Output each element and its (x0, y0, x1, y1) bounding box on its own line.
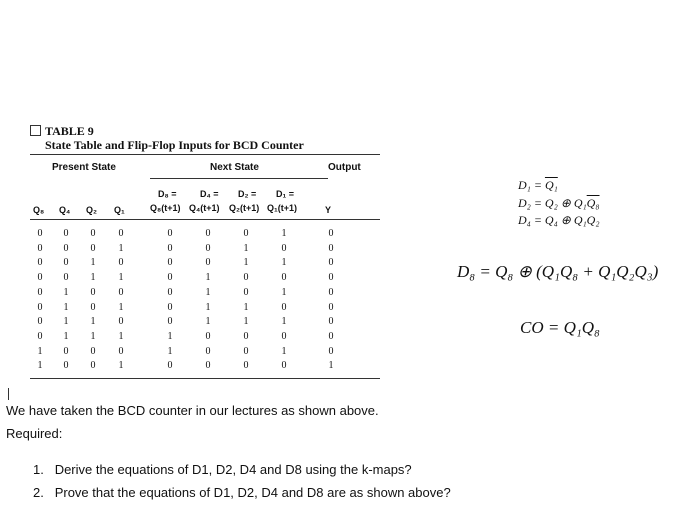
next-cell: 1 (281, 286, 287, 298)
next-cell: 1 (281, 316, 287, 328)
present-cell: 1 (90, 257, 96, 269)
output-cell: 0 (328, 272, 334, 284)
next-cell: 0 (243, 345, 249, 357)
q2-header: Q₂ (86, 205, 97, 215)
d2-rhs: Q₈ (586, 196, 600, 210)
next-state-header: Next State (210, 162, 259, 173)
next-cell: 0 (167, 242, 173, 254)
present-cell: 0 (37, 228, 43, 239)
present-cell: 0 (90, 242, 96, 254)
next-cell: 0 (281, 330, 287, 342)
present-cell: 1 (90, 272, 96, 284)
q8-header: Q₈ (33, 205, 45, 215)
d2-header-bottom: Q₂(t+1) (229, 203, 260, 213)
checkbox-square-icon (30, 125, 41, 136)
output-cell: 0 (328, 316, 334, 328)
d4-header-bottom: Q₄(t+1) (189, 203, 220, 213)
present-cell: 0 (63, 257, 69, 269)
present-cell: 1 (118, 301, 124, 313)
present-cell: 0 (63, 272, 69, 284)
next-cell: 0 (243, 228, 249, 239)
present-state-header: Present State (52, 162, 116, 173)
next-cell: 0 (243, 286, 249, 298)
co-equation: CO = Q₁Q₈ (520, 318, 600, 337)
present-cell: 0 (37, 242, 43, 254)
question-2 (33, 485, 451, 500)
present-cell: 0 (37, 257, 43, 269)
y-header: Y (325, 205, 332, 215)
d4-equation: D₄ = Q₄ ⊕ Q₁Q₂ (518, 213, 600, 227)
d2-lhs: D₂ = Q₂ ⊕ Q₁ (518, 196, 587, 210)
present-cell: 1 (118, 360, 124, 372)
next-cell: 1 (243, 242, 249, 254)
d8-equation: D₈ = Q₈ ⊕ (Q₁Q₈ + Q₁Q₂Q₃) (457, 262, 659, 281)
next-cell: 1 (243, 257, 249, 269)
q4-header: Q₄ (59, 205, 71, 215)
next-cell: 0 (281, 301, 287, 313)
present-cell: 0 (37, 272, 43, 284)
output-cell: 1 (328, 360, 334, 372)
next-cell: 0 (281, 242, 287, 254)
next-state-rule (150, 178, 328, 179)
next-cell: 1 (281, 345, 287, 357)
q1-header: Q₁ (114, 205, 125, 215)
next-cell: 0 (167, 316, 173, 328)
next-cell: 0 (205, 228, 211, 239)
present-cell: 0 (37, 330, 43, 342)
table-rule-bottom (30, 378, 380, 379)
next-cell: 0 (167, 272, 173, 284)
next-cell: 0 (243, 360, 249, 372)
next-cell: 0 (167, 301, 173, 313)
next-cell: 0 (205, 345, 211, 357)
present-cell: 0 (118, 257, 124, 269)
intro-text: We have taken the BCD counter in our lectures as shown above. (6, 403, 379, 418)
next-cell: 0 (167, 286, 173, 298)
next-cell: 1 (205, 301, 211, 313)
present-cell: 0 (37, 286, 43, 298)
next-cell: 0 (243, 330, 249, 342)
d8-header-bottom: Q₈(t+1) (150, 203, 181, 213)
present-cell: 0 (90, 345, 96, 357)
question-2-text: Prove that the equations of D1, D2, D4 and D8 are as shown above? (54, 485, 451, 500)
d1-rhs: Q₁ (544, 178, 558, 192)
output-cell: 0 (328, 228, 334, 239)
output-cell: 0 (328, 286, 334, 298)
next-cell: 1 (281, 257, 287, 269)
present-cell: 1 (118, 330, 124, 342)
next-cell: 0 (243, 272, 249, 284)
present-cell: 1 (118, 272, 124, 284)
output-cell: 0 (328, 301, 334, 313)
d1-equation (518, 178, 558, 193)
present-cell: 0 (63, 360, 69, 372)
next-cell: 0 (281, 360, 287, 372)
present-cell: 0 (63, 345, 69, 357)
caption-text: TABLE 9 (45, 124, 94, 138)
output-cell: 0 (328, 242, 334, 254)
question-2-number: 2. (33, 485, 44, 500)
next-cell: 0 (281, 272, 287, 284)
next-cell: 1 (205, 286, 211, 298)
output-cell: 0 (328, 345, 334, 357)
present-cell: 1 (90, 330, 96, 342)
present-cell: 1 (63, 286, 69, 298)
present-cell: 0 (63, 242, 69, 254)
present-cell: 1 (63, 316, 69, 328)
present-cell: 1 (90, 316, 96, 328)
present-cell: 1 (37, 360, 43, 372)
present-cell: 0 (63, 228, 69, 239)
d8-header-top: D₈ = (158, 189, 177, 199)
present-cell: 0 (118, 228, 124, 239)
present-cell: 0 (37, 301, 43, 313)
d4-header-top: D₄ = (200, 189, 219, 199)
d1-header-bottom: Q₁(t+1) (267, 203, 297, 213)
present-cell: 0 (118, 286, 124, 298)
d1-header-top: D₁ = (276, 189, 294, 199)
present-cell: 1 (63, 301, 69, 313)
output-header: Output (328, 162, 361, 173)
next-cell: 1 (281, 228, 287, 239)
present-cell: 0 (37, 316, 43, 328)
required-label: Required: (6, 426, 63, 441)
present-cell: 1 (37, 345, 43, 357)
question-1-text: Derive the equations of D1, D2, D4 and D8 using the k-maps? (54, 462, 412, 477)
next-cell: 1 (167, 330, 173, 342)
present-cell: 0 (90, 301, 96, 313)
text-cursor (8, 388, 9, 400)
present-cell: 0 (118, 316, 124, 328)
d2-equation (518, 196, 600, 211)
table-caption (30, 124, 94, 139)
present-cell: 1 (118, 242, 124, 254)
next-cell: 1 (205, 316, 211, 328)
present-cell: 0 (90, 286, 96, 298)
output-cell: 0 (328, 257, 334, 269)
next-cell: 1 (205, 272, 211, 284)
table-title: State Table and Flip-Flop Inputs for BCD Counter (45, 138, 304, 152)
next-cell: 0 (167, 360, 173, 372)
next-cell: 0 (205, 330, 211, 342)
question-1-number: 1. (33, 462, 44, 477)
d2-header-top: D₂ = (238, 189, 257, 199)
next-cell: 1 (243, 301, 249, 313)
next-cell: 0 (167, 228, 173, 239)
next-cell: 1 (243, 316, 249, 328)
d1-lhs: D₁ = (518, 178, 545, 192)
question-1 (33, 462, 412, 477)
next-cell: 0 (205, 257, 211, 269)
table-rule-header (30, 219, 380, 220)
next-cell: 0 (167, 257, 173, 269)
present-cell: 1 (63, 330, 69, 342)
present-cell: 0 (90, 360, 96, 372)
table-rule-top (30, 154, 380, 155)
present-cell: 0 (118, 345, 124, 357)
next-cell: 0 (205, 242, 211, 254)
next-cell: 0 (205, 360, 211, 372)
next-cell: 1 (167, 345, 173, 357)
output-cell: 0 (328, 330, 334, 342)
present-cell: 0 (90, 228, 96, 239)
